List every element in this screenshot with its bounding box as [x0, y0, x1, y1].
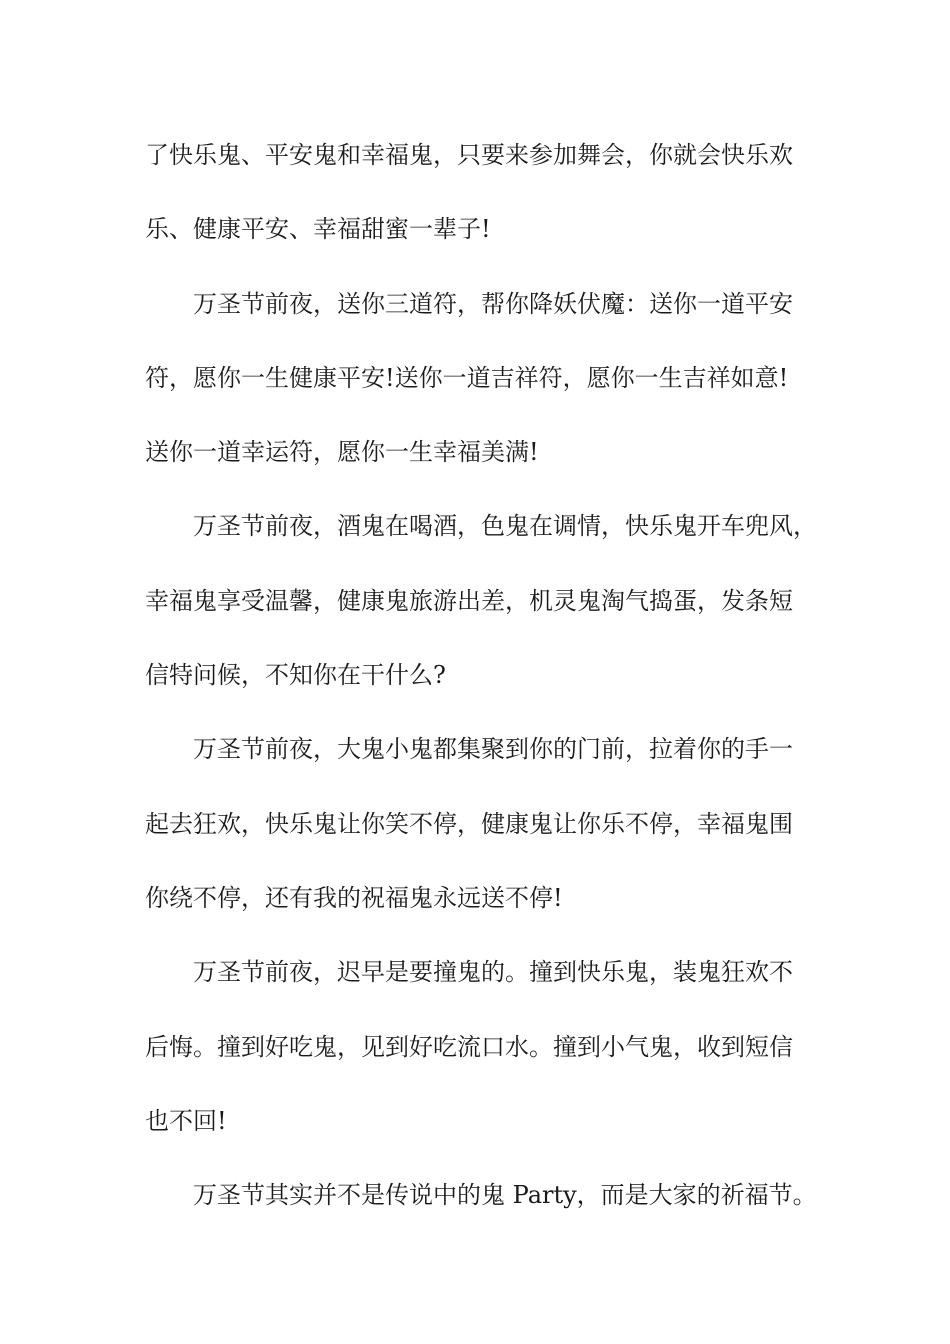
text-line: 乐、健康平安、幸福甜蜜一辈子!: [145, 215, 491, 244]
paragraph-start-line: 万圣节其实并不是传说中的鬼 Party，而是大家的祈福节。: [193, 1181, 817, 1210]
paragraph-start-line: 万圣节前夜，送你三道符，帮你降妖伏魔：送你一道平安: [193, 289, 793, 318]
paragraph-start-line: 万圣节前夜，迟早是要撞鬼的。撞到快乐鬼，装鬼狂欢不: [193, 958, 793, 987]
text-line: 起去狂欢，快乐鬼让你笑不停，健康鬼让你乐不停，幸福鬼围: [145, 809, 793, 838]
paragraph-start-line: 万圣节前夜，大鬼小鬼都集聚到你的门前，拉着你的手一: [193, 735, 793, 764]
text-line: 你绕不停，还有我的祝福鬼永远送不停!: [145, 883, 563, 912]
text-line: 信特问候，不知你在干什么?: [145, 661, 446, 690]
document-body: [145, 125, 825, 1239]
text-line: 后悔。撞到好吃鬼，见到好吃流口水。撞到小气鬼，收到短信: [145, 1032, 793, 1061]
text-line: 符，愿你一生健康平安!送你一道吉祥符，愿你一生吉祥如意!: [145, 363, 789, 392]
text-line: 送你一道幸运符，愿你一生幸福美满!: [145, 438, 539, 467]
text-line: 了快乐鬼、平安鬼和幸福鬼，只要来参加舞会，你就会快乐欢: [145, 141, 793, 169]
text-line: 幸福鬼享受温馨，健康鬼旅游出差，机灵鬼淘气捣蛋，发条短: [145, 586, 793, 615]
text-line: 也不回!: [145, 1106, 227, 1135]
paragraph-start-line: 万圣节前夜，酒鬼在喝酒，色鬼在调情，快乐鬼开车兜风，: [193, 512, 817, 541]
